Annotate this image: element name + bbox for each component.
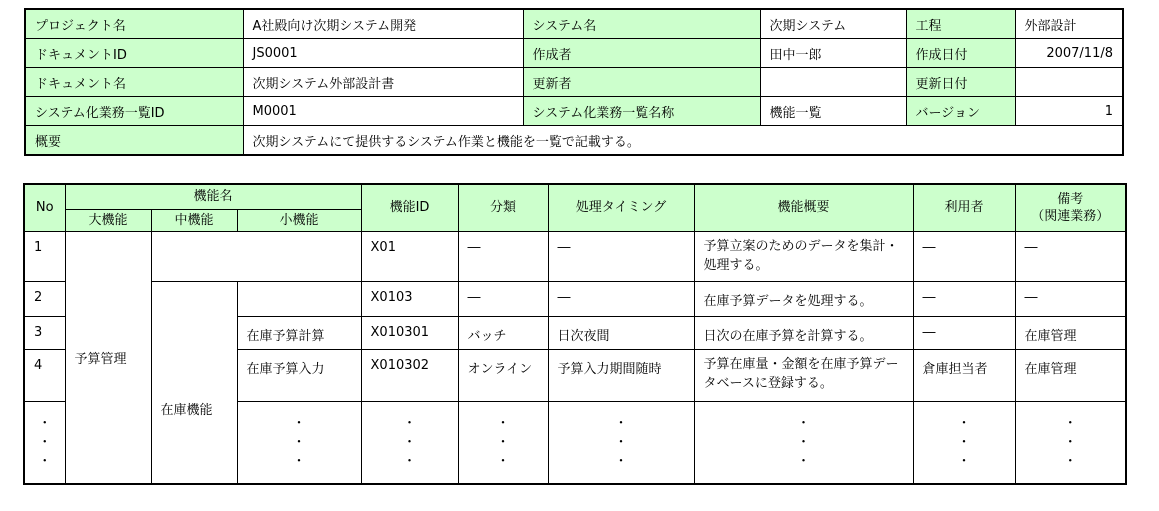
version-value: 1 <box>1015 97 1123 126</box>
phase-label: 工程 <box>906 9 1015 39</box>
row-no: 1 <box>24 231 65 281</box>
col-middle-function: 中機能 <box>151 209 237 231</box>
small-function-cell <box>237 281 361 316</box>
created-date-value: 2007/11/8 <box>1015 39 1123 68</box>
continuation-dots: ・ ・ ・ <box>1015 401 1126 484</box>
user-cell: ― <box>913 316 1015 349</box>
phase-value: 外部設計 <box>1015 9 1123 39</box>
middle-function-cell <box>151 231 361 281</box>
column-header-row <box>24 184 1126 209</box>
overview-cell: 予算立案のためのデータを集計・処理する。 <box>694 231 913 281</box>
table-row <box>24 281 1126 316</box>
timing-cell: 予算入力期間随時 <box>548 349 694 401</box>
row-no: 2 <box>24 281 65 316</box>
col-function-id: 機能ID <box>361 184 458 231</box>
function-list-table <box>23 183 1127 485</box>
user-cell: ― <box>913 281 1015 316</box>
version-label: バージョン <box>906 97 1015 126</box>
remarks-cell: 在庫管理 <box>1015 316 1126 349</box>
col-remarks-line2: （関連業務） <box>1031 208 1110 224</box>
author-value: 田中一郎 <box>760 39 906 68</box>
system-name-label: システム名 <box>523 9 760 39</box>
timing-cell: ― <box>548 281 694 316</box>
timing-cell: ― <box>548 231 694 281</box>
continuation-dots: ・ ・ ・ <box>458 401 548 484</box>
table-row <box>24 231 1126 281</box>
function-id-cell: X01 <box>361 231 458 281</box>
remarks-cell: ― <box>1015 231 1126 281</box>
continuation-dots: ・ ・ ・ <box>694 401 913 484</box>
large-function-cell: 予算管理 <box>65 231 151 484</box>
overview-cell: 日次の在庫予算を計算する。 <box>694 316 913 349</box>
col-remarks <box>1015 184 1126 231</box>
summary-label: 概要 <box>25 126 243 156</box>
created-date-label: 作成日付 <box>906 39 1015 68</box>
updated-date-value <box>1015 68 1123 97</box>
system-name-value: 次期システム <box>760 9 906 39</box>
user-cell: 倉庫担当者 <box>913 349 1015 401</box>
col-function-name: 機能名 <box>65 184 361 209</box>
header-row <box>25 39 1123 68</box>
document-header-table <box>24 8 1124 156</box>
row-no: 4 <box>24 349 65 401</box>
col-category: 分類 <box>458 184 548 231</box>
col-overview: 機能概要 <box>694 184 913 231</box>
business-list-name-value: 機能一覧 <box>760 97 906 126</box>
document-name-value: 次期システム外部設計書 <box>243 68 523 97</box>
updated-date-label: 更新日付 <box>906 68 1015 97</box>
category-cell: バッチ <box>458 316 548 349</box>
user-cell: ― <box>913 231 1015 281</box>
header-row <box>25 97 1123 126</box>
business-list-id-value: M0001 <box>243 97 523 126</box>
col-large-function: 大機能 <box>65 209 151 231</box>
function-id-cell: X010301 <box>361 316 458 349</box>
business-list-name-label: システム化業務一覧名称 <box>523 97 760 126</box>
document-id-label: ドキュメントID <box>25 39 243 68</box>
category-cell: オンライン <box>458 349 548 401</box>
small-function-cell: 在庫予算計算 <box>237 316 361 349</box>
col-small-function: 小機能 <box>237 209 361 231</box>
function-id-cell: X010302 <box>361 349 458 401</box>
col-no: No <box>24 184 65 231</box>
business-list-id-label: システム化業務一覧ID <box>25 97 243 126</box>
continuation-dots: ・ ・ ・ <box>237 401 361 484</box>
document-id-value: JS0001 <box>243 39 523 68</box>
author-label: 作成者 <box>523 39 760 68</box>
remarks-cell: 在庫管理 <box>1015 349 1126 401</box>
summary-value: 次期システムにて提供するシステム作業と機能を一覧で記載する。 <box>243 126 1123 156</box>
project-name-value: A社殿向け次期システム開発 <box>243 9 523 39</box>
function-id-cell: X0103 <box>361 281 458 316</box>
overview-cell: 在庫予算データを処理する。 <box>694 281 913 316</box>
header-row <box>25 126 1123 156</box>
continuation-dots: ・ ・ ・ <box>361 401 458 484</box>
category-cell: ― <box>458 281 548 316</box>
row-no: 3 <box>24 316 65 349</box>
header-row <box>25 9 1123 39</box>
overview-cell: 予算在庫量・金額を在庫予算データベースに登録する。 <box>694 349 913 401</box>
col-user: 利用者 <box>913 184 1015 231</box>
continuation-dots: ・ ・ ・ <box>913 401 1015 484</box>
category-cell: ― <box>458 231 548 281</box>
continuation-dots: ・ ・ ・ <box>24 401 65 484</box>
small-function-cell: 在庫予算入力 <box>237 349 361 401</box>
middle-function-cell: 在庫機能 <box>151 281 237 484</box>
col-remarks-line1: 備考 <box>1057 191 1084 207</box>
remarks-cell: ― <box>1015 281 1126 316</box>
col-timing: 処理タイミング <box>548 184 694 231</box>
timing-cell: 日次夜間 <box>548 316 694 349</box>
updater-label: 更新者 <box>523 68 760 97</box>
project-name-label: プロジェクト名 <box>25 9 243 39</box>
updater-value <box>760 68 906 97</box>
continuation-dots: ・ ・ ・ <box>548 401 694 484</box>
document-name-label: ドキュメント名 <box>25 68 243 97</box>
header-row <box>25 68 1123 97</box>
